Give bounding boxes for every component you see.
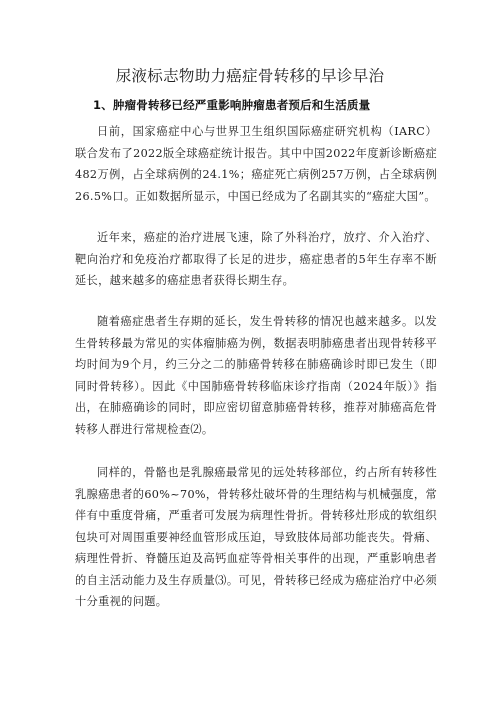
paragraph-1: 日前，国家癌症中心与世界卫生组织国际癌症研究机构（IARC）联合发布了2022版全球癌症统计报告。其中中国2022年度新诊断癌症482万例，占全球病例的24.1%；癌症死亡病例257万例，占全球病例26.5%口。正如数据所显示，中国已经成为了名副其实的“癌症大国”。 bbox=[75, 125, 437, 203]
paragraph-3: 随着癌症患者生存期的延长，发生骨转移的情况也越来越多。以发生骨转移最为常见的实体瘤肺癌为例，数据表明肺癌患者出现骨转移平均时间为9个月，约三分之二的肺癌骨转移在肺癌确诊时即已发生（即同时骨转移）。因此《中国肺癌骨转移临床诊疗指南（2024年版）》指出，在肺癌确诊的同时，即应密切留意肺癌骨转移，推荐对肺癌高危骨转移人群进行常规检查⑵。 bbox=[75, 315, 437, 436]
paragraph-2: 近年来，癌症的治疗进展飞速，除了外科治疗，放疗、介入治疗、靶向治疗和免疫治疗都取得了长足的进步，癌症患者的5年生存率不断延长，越来越多的癌症患者获得长期生存。 bbox=[75, 231, 437, 287]
section-heading: 1、肿瘤骨转移已经严重影响肿瘤患者预后和生活质量 bbox=[93, 98, 371, 112]
document-title: 尿液标志物助力癌症骨转移的早诊早治 bbox=[115, 67, 385, 85]
paragraph-4: 同样的，骨骼也是乳腺癌最常见的远处转移部位，约占所有转移性乳腺癌患者的60%~70%，骨转移灶破坏骨的生理结构与机械强度，常伴有中重度骨痛，严重者可发展为病理性骨折。骨转移灶形成的软组织包块可对周围重要神经血管形成压迫，导致肢体局部功能丧失。骨痛、病理性骨折、脊髓压迫及高钙血症等骨相关事件的出现，严重影响患者的自主活动能力及生存质量⑶。可见，骨转移已经成为癌症治疗中必须十分重视的问题。 bbox=[75, 466, 437, 608]
